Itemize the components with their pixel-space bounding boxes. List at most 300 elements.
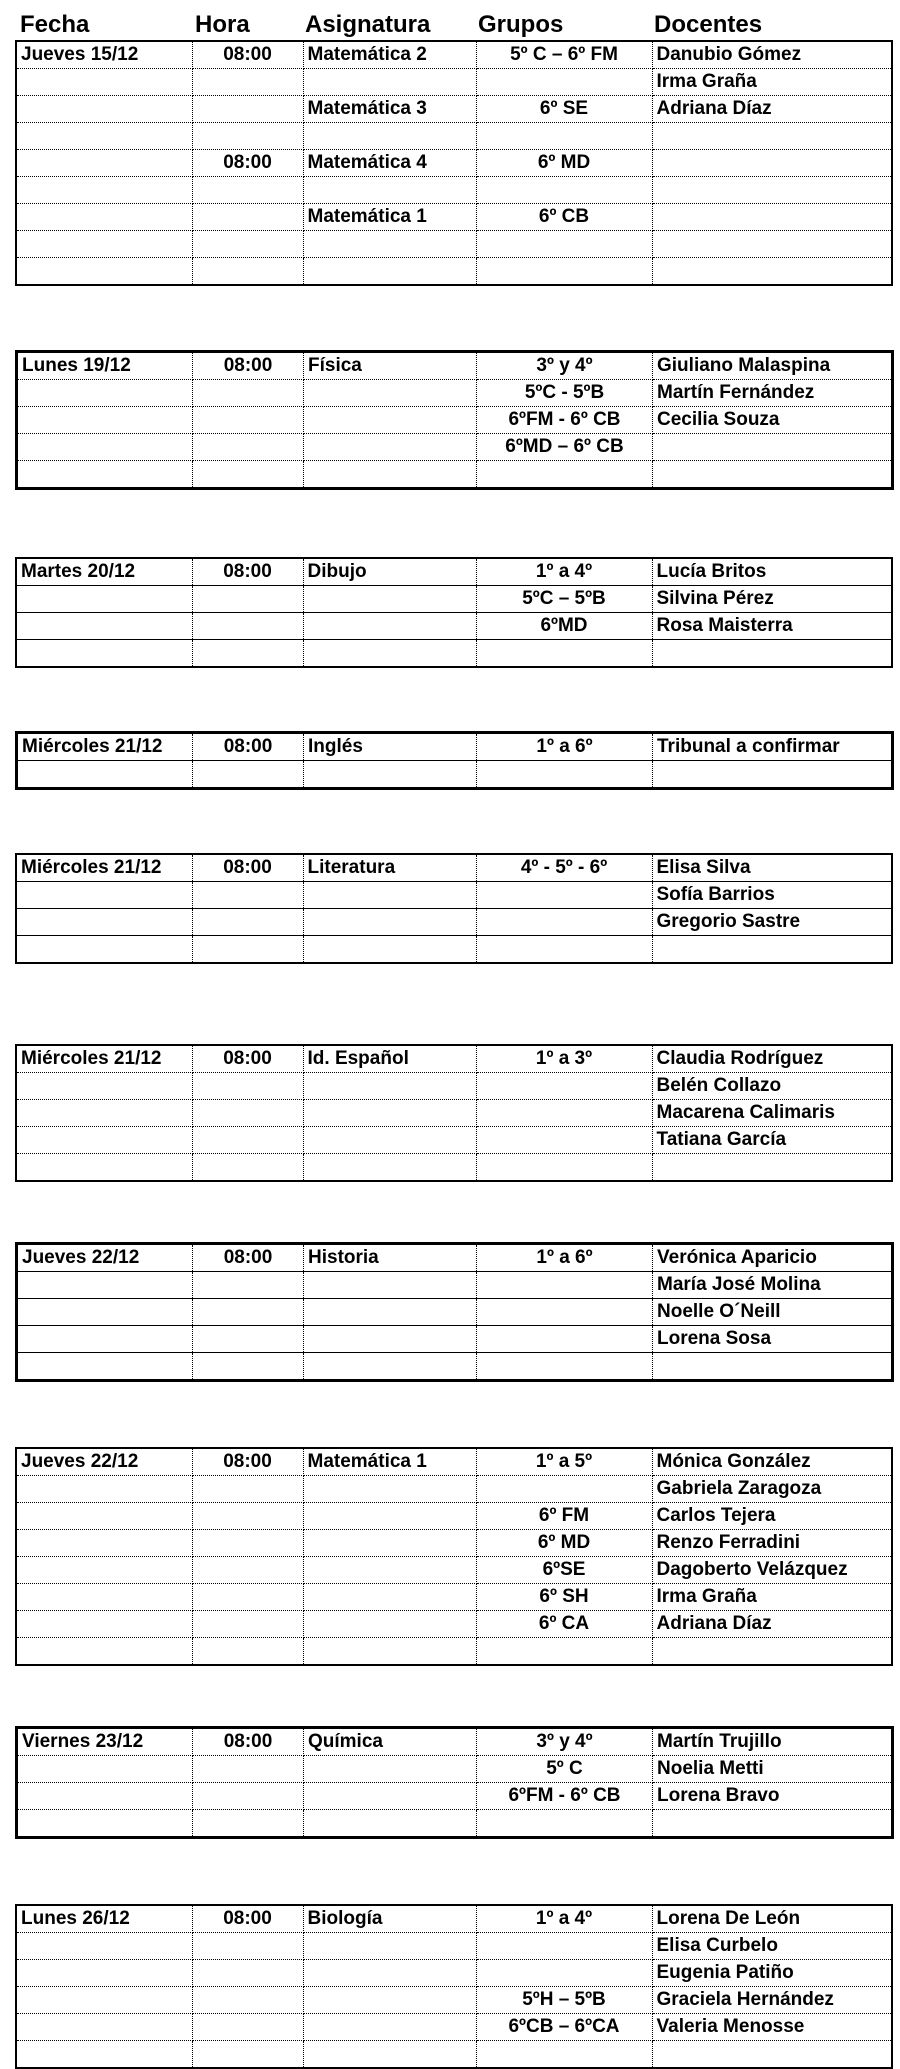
grupos-cell: 1º a 6º (477, 733, 653, 761)
grupos-cell (476, 231, 652, 258)
header-fecha: Fecha (20, 11, 90, 38)
table-row (16, 1638, 892, 1666)
docente-cell: Tatiana García (652, 1127, 892, 1154)
fecha-cell (16, 1154, 192, 1182)
table-row (16, 123, 892, 150)
fecha-cell (17, 1810, 193, 1838)
hora-cell (192, 231, 303, 258)
docente-cell: Valeria Menosse (652, 2014, 892, 2041)
fecha-cell (16, 150, 192, 177)
table-row (16, 1045, 892, 1073)
hora-cell (192, 1154, 303, 1182)
hora-cell (192, 177, 303, 204)
table-row (16, 1127, 892, 1154)
grupos-cell (476, 1933, 652, 1960)
fecha-cell (16, 69, 192, 96)
header-asignatura: Asignatura (305, 11, 431, 38)
exam-table (15, 350, 894, 490)
hora-cell (192, 204, 303, 231)
table-row (16, 1611, 892, 1638)
asignatura-cell (303, 1073, 476, 1100)
table-row (17, 1326, 893, 1353)
fecha-cell (16, 1530, 192, 1557)
hora-cell (192, 69, 303, 96)
fecha-cell (16, 936, 192, 964)
docente-cell: Noelia Metti (653, 1756, 893, 1783)
table-row (16, 909, 892, 936)
docente-cell (652, 640, 892, 668)
table-row (16, 2014, 892, 2041)
grupos-cell (476, 1154, 652, 1182)
docente-cell: Belén Collazo (652, 1073, 892, 1100)
asignatura-cell (303, 640, 476, 668)
fecha-cell (16, 231, 192, 258)
table-row (16, 1987, 892, 2014)
grupos-cell (477, 761, 653, 789)
exam-table (15, 853, 893, 964)
fecha-cell (17, 761, 193, 789)
table-row (16, 1557, 892, 1584)
hora-cell (192, 2014, 303, 2041)
docente-cell: Renzo Ferradini (652, 1530, 892, 1557)
hora-cell (192, 1503, 303, 1530)
asignatura-cell (303, 1530, 476, 1557)
table-row (16, 558, 892, 586)
grupos-cell (477, 1272, 653, 1299)
asignatura-cell (303, 1127, 476, 1154)
column-header-row (0, 10, 900, 40)
fecha-cell (17, 1353, 193, 1381)
exam-table (15, 1726, 894, 1839)
asignatura-cell (303, 1584, 476, 1611)
hora-cell: 08:00 (193, 733, 304, 761)
grupos-cell (476, 909, 652, 936)
table-row (16, 1154, 892, 1182)
fecha-cell (17, 407, 193, 434)
docente-cell: Lucía Britos (652, 558, 892, 586)
asignatura-cell (303, 258, 476, 286)
grupos-cell (476, 258, 652, 286)
docente-cell (652, 258, 892, 286)
grupos-cell: 6º MD (476, 1530, 652, 1557)
grupos-cell: 6ºFM - 6º CB (477, 407, 653, 434)
grupos-cell: 6º FM (476, 1503, 652, 1530)
table-row (17, 434, 893, 461)
hora-cell (193, 1353, 304, 1381)
fecha-cell (16, 258, 192, 286)
grupos-cell (476, 882, 652, 909)
grupos-cell: 1º a 3º (476, 1045, 652, 1073)
fecha-cell (16, 1127, 192, 1154)
docente-cell: Carlos Tejera (652, 1503, 892, 1530)
hora-cell (193, 761, 304, 789)
hora-cell: 08:00 (192, 1045, 303, 1073)
docente-cell: Adriana Díaz (652, 96, 892, 123)
table-row (16, 231, 892, 258)
table-row (16, 1584, 892, 1611)
fecha-cell (16, 1933, 192, 1960)
grupos-cell: 4º - 5º - 6º (476, 854, 652, 882)
grupos-cell (477, 461, 653, 489)
hora-cell (193, 1810, 304, 1838)
grupos-cell (476, 1638, 652, 1666)
grupos-cell: 3º y 4º (477, 1728, 653, 1756)
table-row (16, 640, 892, 668)
table-row (17, 1810, 893, 1838)
hora-cell (193, 1783, 304, 1810)
asignatura-cell (303, 1933, 476, 1960)
asignatura-cell (303, 123, 476, 150)
grupos-cell: 1º a 4º (476, 558, 652, 586)
docente-cell (652, 150, 892, 177)
fecha-cell: Miércoles 21/12 (16, 1045, 192, 1073)
docente-cell: Irma Graña (652, 1584, 892, 1611)
fecha-cell (16, 1987, 192, 2014)
fecha-cell (16, 1584, 192, 1611)
grupos-cell: 6º CA (476, 1611, 652, 1638)
fecha-cell (16, 177, 192, 204)
asignatura-cell (304, 461, 477, 489)
grupos-cell: 1º a 5º (476, 1448, 652, 1476)
grupos-cell: 1º a 6º (477, 1244, 653, 1272)
grupos-cell: 5ºC – 5ºB (476, 586, 652, 613)
grupos-cell: 6º SH (476, 1584, 652, 1611)
fecha-cell (16, 882, 192, 909)
table-row (16, 1476, 892, 1503)
table-row (17, 461, 893, 489)
table-row (17, 1783, 893, 1810)
hora-cell (193, 1272, 304, 1299)
asignatura-cell (303, 1557, 476, 1584)
asignatura-cell: Matemática 2 (303, 41, 476, 69)
table-row (16, 613, 892, 640)
table-row (17, 1728, 893, 1756)
hora-cell (192, 1127, 303, 1154)
hora-cell (192, 882, 303, 909)
grupos-cell: 6º MD (476, 150, 652, 177)
docente-cell (652, 123, 892, 150)
asignatura-cell (304, 1810, 477, 1838)
hora-cell: 08:00 (192, 150, 303, 177)
fecha-cell (16, 2014, 192, 2041)
fecha-cell (17, 1756, 193, 1783)
table-row (16, 1100, 892, 1127)
fecha-cell (17, 434, 193, 461)
asignatura-cell (303, 1960, 476, 1987)
hora-cell (193, 461, 304, 489)
asignatura-cell (304, 1299, 477, 1326)
hora-cell: 08:00 (192, 558, 303, 586)
asignatura-cell: Literatura (303, 854, 476, 882)
docente-cell: Gabriela Zaragoza (652, 1476, 892, 1503)
asignatura-cell (303, 177, 476, 204)
fecha-cell: Martes 20/12 (16, 558, 192, 586)
hora-cell: 08:00 (192, 1905, 303, 1933)
fecha-cell: Jueves 15/12 (16, 41, 192, 69)
asignatura-cell (303, 1503, 476, 1530)
table-row (16, 41, 892, 69)
table-row (16, 1905, 892, 1933)
docente-cell: Noelle O´Neill (653, 1299, 893, 1326)
docente-cell (652, 1638, 892, 1666)
table-row (17, 1756, 893, 1783)
hora-cell (193, 1326, 304, 1353)
docente-cell (652, 1154, 892, 1182)
asignatura-cell (303, 231, 476, 258)
fecha-cell: Lunes 26/12 (16, 1905, 192, 1933)
hora-cell: 08:00 (192, 41, 303, 69)
exam-table (15, 1447, 893, 1666)
fecha-cell (17, 1326, 193, 1353)
fecha-cell (16, 1557, 192, 1584)
table-row (17, 1244, 893, 1272)
docente-cell (653, 434, 893, 461)
docente-cell (653, 1810, 893, 1838)
table-row (16, 1530, 892, 1557)
asignatura-cell: Química (304, 1728, 477, 1756)
fecha-cell (16, 1073, 192, 1100)
hora-cell (192, 96, 303, 123)
table-row (16, 1073, 892, 1100)
table-row (17, 352, 893, 380)
table-row (17, 1299, 893, 1326)
table-row (17, 407, 893, 434)
hora-cell (192, 1476, 303, 1503)
docente-cell: Claudia Rodríguez (652, 1045, 892, 1073)
hora-cell: 08:00 (192, 1448, 303, 1476)
fecha-cell (17, 1272, 193, 1299)
grupos-cell (476, 1073, 652, 1100)
docente-cell: Silvina Pérez (652, 586, 892, 613)
asignatura-cell: Dibujo (303, 558, 476, 586)
hora-cell (192, 936, 303, 964)
fecha-cell (16, 1960, 192, 1987)
hora-cell (192, 258, 303, 286)
fecha-cell (16, 1638, 192, 1666)
asignatura-cell (304, 1326, 477, 1353)
hora-cell (193, 434, 304, 461)
grupos-cell (476, 1127, 652, 1154)
grupos-cell: 6ºFM - 6º CB (477, 1783, 653, 1810)
table-row (17, 733, 893, 761)
asignatura-cell: Física (304, 352, 477, 380)
hora-cell (192, 909, 303, 936)
hora-cell (192, 1530, 303, 1557)
exam-table (15, 40, 893, 286)
grupos-cell: 5º C (477, 1756, 653, 1783)
docente-cell: Adriana Díaz (652, 1611, 892, 1638)
table-row (16, 204, 892, 231)
header-docentes: Docentes (654, 11, 763, 38)
asignatura-cell (304, 407, 477, 434)
table-row (16, 1503, 892, 1530)
grupos-cell: 3º y 4º (477, 352, 653, 380)
docente-cell: Rosa Maisterra (652, 613, 892, 640)
exam-table (15, 557, 893, 668)
fecha-cell (16, 909, 192, 936)
hora-cell (193, 1756, 304, 1783)
exam-table (15, 1904, 893, 2069)
grupos-cell (476, 640, 652, 668)
hora-cell (192, 1073, 303, 1100)
asignatura-cell (303, 1476, 476, 1503)
asignatura-cell: Matemática 1 (303, 1448, 476, 1476)
docente-cell: Elisa Curbelo (652, 1933, 892, 1960)
grupos-cell: 1º a 4º (476, 1905, 652, 1933)
docente-cell: Dagoberto Velázquez (652, 1557, 892, 1584)
hora-cell (192, 1933, 303, 1960)
grupos-cell (476, 1100, 652, 1127)
exam-table (15, 731, 894, 790)
asignatura-cell (304, 761, 477, 789)
grupos-cell: 6ºSE (476, 1557, 652, 1584)
hora-cell (192, 1638, 303, 1666)
table-row (16, 69, 892, 96)
grupos-cell: 5ºC - 5ºB (477, 380, 653, 407)
docente-cell: Macarena Calimaris (652, 1100, 892, 1127)
fecha-cell (17, 380, 193, 407)
table-row (16, 150, 892, 177)
docente-cell (652, 177, 892, 204)
asignatura-cell (303, 586, 476, 613)
grupos-cell: 6ºMD (476, 613, 652, 640)
fecha-cell (16, 204, 192, 231)
docente-cell (652, 936, 892, 964)
asignatura-cell (304, 380, 477, 407)
docente-cell: Sofía Barrios (652, 882, 892, 909)
grupos-cell: 6º CB (476, 204, 652, 231)
asignatura-cell: Matemática 4 (303, 150, 476, 177)
grupos-cell (476, 1476, 652, 1503)
table-row (17, 380, 893, 407)
hora-cell: 08:00 (193, 1244, 304, 1272)
docente-cell: Cecilia Souza (653, 407, 893, 434)
docente-cell: Verónica Aparicio (653, 1244, 893, 1272)
hora-cell (192, 1960, 303, 1987)
asignatura-cell (303, 1100, 476, 1127)
header-grupos: Grupos (478, 11, 564, 38)
asignatura-cell (304, 434, 477, 461)
fecha-cell (17, 1783, 193, 1810)
fecha-cell: Viernes 23/12 (17, 1728, 193, 1756)
docente-cell: Elisa Silva (652, 854, 892, 882)
asignatura-cell: Historia (304, 1244, 477, 1272)
asignatura-cell: Biología (303, 1905, 476, 1933)
docente-cell: Lorena Sosa (653, 1326, 893, 1353)
table-row (17, 761, 893, 789)
table-row (17, 1272, 893, 1299)
exam-table (15, 1044, 893, 1182)
fecha-cell: Miércoles 21/12 (16, 854, 192, 882)
hora-cell (192, 1611, 303, 1638)
grupos-cell (477, 1326, 653, 1353)
asignatura-cell: Id. Español (303, 1045, 476, 1073)
asignatura-cell (303, 909, 476, 936)
asignatura-cell: Inglés (304, 733, 477, 761)
grupos-cell: 6ºCB – 6ºCA (476, 2014, 652, 2041)
asignatura-cell (303, 1987, 476, 2014)
hora-cell (193, 1299, 304, 1326)
docente-cell (653, 461, 893, 489)
docente-cell (652, 204, 892, 231)
asignatura-cell (304, 1783, 477, 1810)
docente-cell: María José Molina (653, 1272, 893, 1299)
asignatura-cell (304, 1272, 477, 1299)
grupos-cell (476, 177, 652, 204)
hora-cell (193, 407, 304, 434)
grupos-cell (477, 1353, 653, 1381)
fecha-cell: Miércoles 21/12 (17, 733, 193, 761)
asignatura-cell (303, 1154, 476, 1182)
table-row (16, 177, 892, 204)
asignatura-cell (303, 1638, 476, 1666)
asignatura-cell (303, 882, 476, 909)
fecha-cell (16, 640, 192, 668)
hora-cell (192, 586, 303, 613)
docente-cell: Tribunal a confirmar (653, 733, 893, 761)
table-row (16, 882, 892, 909)
docente-cell: Martín Trujillo (653, 1728, 893, 1756)
docente-cell: Lorena De León (652, 1905, 892, 1933)
table-row (16, 586, 892, 613)
docente-cell: Eugenia Patiño (652, 1960, 892, 1987)
grupos-cell (476, 936, 652, 964)
hora-cell: 08:00 (193, 1728, 304, 1756)
docente-cell: Martín Fernández (653, 380, 893, 407)
table-row (16, 1960, 892, 1987)
fecha-cell (16, 1503, 192, 1530)
fecha-cell (16, 1611, 192, 1638)
grupos-cell: 6º SE (476, 96, 652, 123)
grupos-cell (477, 1810, 653, 1838)
asignatura-cell: Matemática 3 (303, 96, 476, 123)
fecha-cell: Jueves 22/12 (16, 1448, 192, 1476)
grupos-cell: 6ºMD – 6º CB (477, 434, 653, 461)
header-hora: Hora (195, 11, 250, 38)
table-row (17, 1353, 893, 1381)
fecha-cell (16, 586, 192, 613)
table-row (16, 936, 892, 964)
fecha-cell (16, 1476, 192, 1503)
asignatura-cell (304, 1756, 477, 1783)
grupos-cell: 5º C – 6º FM (476, 41, 652, 69)
grupos-cell (476, 123, 652, 150)
exam-table (15, 1242, 894, 1382)
grupos-cell (477, 1299, 653, 1326)
fecha-cell: Lunes 19/12 (17, 352, 193, 380)
docente-cell: Irma Graña (652, 69, 892, 96)
fecha-cell (16, 123, 192, 150)
grupos-cell (476, 1960, 652, 1987)
asignatura-cell (304, 1353, 477, 1381)
docente-cell: Giuliano Malaspina (653, 352, 893, 380)
table-row (16, 258, 892, 286)
hora-cell: 08:00 (192, 854, 303, 882)
asignatura-cell (303, 69, 476, 96)
docente-cell: Lorena Bravo (653, 1783, 893, 1810)
docente-cell (653, 1353, 893, 1381)
fecha-cell (16, 96, 192, 123)
hora-cell (192, 640, 303, 668)
asignatura-cell (303, 936, 476, 964)
docente-cell: Gregorio Sastre (652, 909, 892, 936)
fecha-cell (17, 1299, 193, 1326)
table-row (16, 1933, 892, 1960)
hora-cell (192, 1987, 303, 2014)
asignatura-cell: Matemática 1 (303, 204, 476, 231)
fecha-cell (16, 1100, 192, 1127)
asignatura-cell (303, 2014, 476, 2041)
